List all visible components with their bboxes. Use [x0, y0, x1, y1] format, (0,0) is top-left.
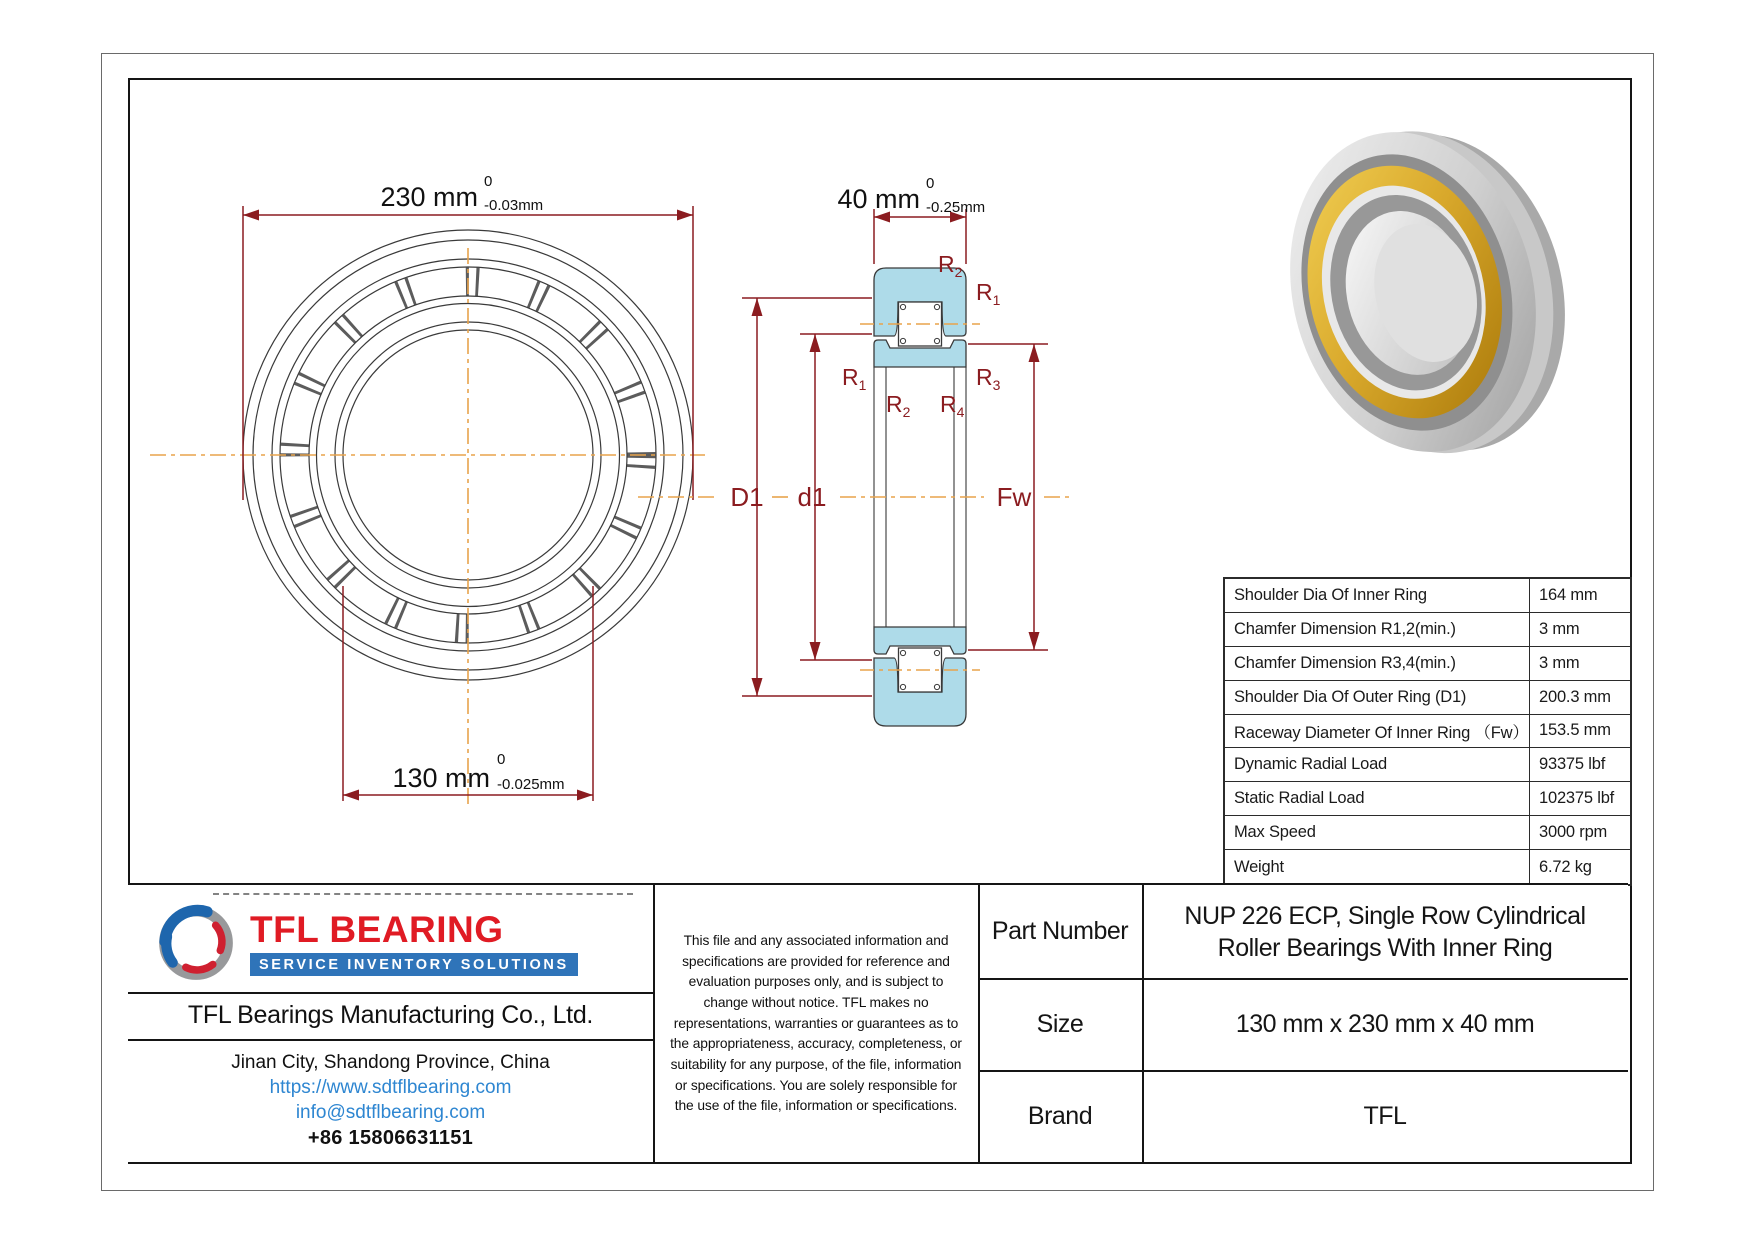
- spec-label: Shoulder Dia Of Inner Ring: [1225, 579, 1530, 613]
- spec-value: 200.3 mm: [1530, 681, 1630, 715]
- dim-bore-text: 130 mm: [392, 763, 490, 793]
- company-name: TFL Bearings Manufacturing Co., Ltd.: [187, 1001, 594, 1029]
- spec-value: 3 mm: [1530, 613, 1630, 647]
- scan-artifact-dashes: [213, 893, 633, 895]
- spec-value: 3000 rpm: [1530, 816, 1630, 850]
- spec-label: Shoulder Dia Of Outer Ring (D1): [1225, 681, 1530, 715]
- label-r2-top: $R_2$: [938, 251, 963, 280]
- label-d1-outer: D1: [730, 482, 764, 512]
- label-r3-right: $R_3$: [976, 364, 1001, 393]
- company-phone: +86 15806631151: [307, 1126, 474, 1149]
- logo-swirl-icon: [154, 899, 238, 987]
- label-r1-top: $R_1$: [976, 279, 1001, 308]
- dim-bore-tol-bottom: -0.025mm: [497, 776, 565, 793]
- logo-tagline: SERVICE INVENTORY SOLUTIONS: [250, 953, 578, 976]
- label-r2-bottom: $R_2$: [886, 391, 911, 420]
- spec-value: 6.72 kg: [1539, 857, 1592, 876]
- company-logo: [154, 899, 578, 987]
- spec-value: 164 mm: [1530, 579, 1630, 613]
- spec-label: Raceway Diameter Of Inner Ring （Fw）: [1225, 715, 1530, 749]
- spec-label: Weight: [1225, 850, 1530, 884]
- roller-ticks: [295, 282, 642, 629]
- label-d1-inner: d1: [797, 482, 827, 512]
- dim-outer-tol-bottom: -0.03mm: [484, 197, 544, 214]
- part-number-value: NUP 226 ECP, Single Row Cylindrical Roller Bearings With Inner Ring: [1184, 901, 1586, 962]
- brand-value: TFL: [1363, 1102, 1407, 1130]
- spec-value: 153.5 mm: [1530, 715, 1630, 749]
- brand-label: Brand: [1027, 1101, 1093, 1130]
- disclaimer-text: This file and any associated information and specifications are provided for reference and evaluation purposes only, and is subject to change without notice. TFL makes no representations, warranties or guarantees as to the appropriateness, accuracy, completeness, or suitability for any purpose, of the file, information or specifications. You are solely responsible for the use of the file, information or specifications.: [670, 932, 962, 1114]
- email-link[interactable]: info@sdtflbearing.com: [295, 1101, 486, 1123]
- dim-bore-tol-top: 0: [497, 751, 506, 768]
- bearing-3d-render: [1257, 99, 1597, 484]
- spec-value: 3 mm: [1530, 647, 1630, 681]
- dim-outer-tol-top: 0: [484, 173, 493, 190]
- spec-label: Max Speed: [1225, 816, 1530, 850]
- dim-width-text: 40 mm: [837, 184, 920, 214]
- spec-label: Static Radial Load: [1225, 782, 1530, 816]
- spec-label: Dynamic Radial Load: [1225, 748, 1530, 782]
- dim-width-tol-bottom: -0.25mm: [926, 199, 986, 216]
- website-link[interactable]: https://www.sdtflbearing.com: [269, 1076, 512, 1098]
- spec-label: Chamfer Dimension R1,2(min.): [1225, 613, 1530, 647]
- title-block: [128, 883, 1628, 1162]
- size-value: 130 mm x 230 mm x 40 mm: [1235, 1010, 1535, 1038]
- part-number-label: Part Number: [991, 917, 1129, 945]
- size-label: Size: [1036, 1009, 1084, 1038]
- spec-table: [1223, 577, 1632, 886]
- dim-outer-text: 230 mm: [380, 182, 478, 212]
- dim-section-width: [837, 175, 985, 264]
- label-fw: Fw: [996, 482, 1032, 512]
- dim-width-tol-top: 0: [926, 175, 935, 192]
- contact-info: [128, 1039, 653, 1162]
- divider: [653, 885, 655, 1162]
- label-r4-bottom: $R_4$: [940, 391, 965, 420]
- company-address: Jinan City, Shandong Province, China: [231, 1051, 550, 1073]
- spec-value: 102375 lbf: [1530, 782, 1630, 816]
- label-r1-left: $R_1$: [842, 364, 867, 393]
- disclaimer-cell: [668, 909, 964, 1139]
- spec-value: 93375 lbf: [1530, 748, 1630, 782]
- front-view-centerlines: [150, 248, 705, 808]
- spec-label: Chamfer Dimension R3,4(min.): [1225, 647, 1530, 681]
- logo-wordmark: TFL BEARING: [250, 908, 504, 950]
